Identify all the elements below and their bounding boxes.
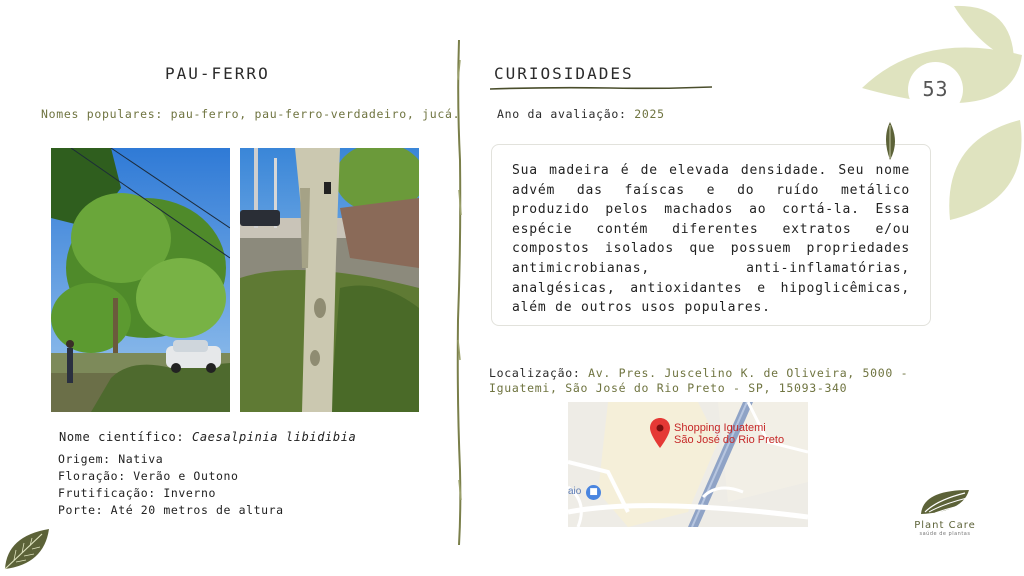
map-pin-icon[interactable]: [650, 418, 670, 448]
origin: Origem: Nativa: [58, 452, 164, 466]
flowering: Floração: Verão e Outono: [58, 469, 239, 483]
page-number-badge: [908, 62, 963, 117]
scientific-name-label: Nome científico:: [59, 430, 193, 444]
map-pin-label: [674, 422, 784, 446]
evaluation-year-value: 2025: [634, 107, 665, 121]
location-address: Av. Pres. Juscelino K. de Oliveira, 5000 - Iguatemi, São José do Rio Preto - SP, 15093-340: [489, 366, 909, 395]
curiosities-title: CURIOSIDADES: [494, 64, 634, 83]
scientific-name-line: [59, 429, 356, 446]
location: [489, 366, 979, 396]
popular-names: Nomes populares: pau-ferro, pau-ferro-verdadeiro, jucá.: [41, 107, 461, 121]
logo-tagline: saúde de plantas: [919, 531, 971, 537]
map-pin-line2: São José do Rio Preto: [674, 434, 785, 446]
tree-photo-street: [51, 148, 230, 412]
logo-leaf-icon: [917, 486, 973, 516]
location-map[interactable]: [568, 402, 808, 527]
scientific-name: Caesalpinia libidibia: [192, 430, 357, 444]
map-pin-line1: Shopping Iguatemi: [674, 422, 766, 434]
fruiting: Frutificação: Inverno: [58, 486, 216, 500]
curiosity-text: Sua madeira é de elevada densidade. Seu nome advém das faíscas e do ruído metálico produzido pelos machados ao cortá-la. Essa espécie contém diferentes extratos e/ou compostos isolados que possuem propriedades antimicrobianas, anti-inflamatórias, analgésicas, antioxidantes e hipoglicêmicas, além de outros usos populares.: [512, 163, 910, 316]
evaluation-year: [497, 107, 665, 121]
title-underline: [490, 85, 712, 91]
logo-name: Plant Care: [914, 520, 976, 531]
location-label: Localização:: [489, 366, 589, 380]
map-side-label: aio: [568, 486, 582, 497]
species-title: PAU-FERRO: [165, 64, 270, 83]
plant-care-logo: [900, 486, 990, 546]
column-divider: [455, 40, 463, 545]
page-number: 53: [922, 77, 949, 101]
evaluation-year-label: Ano da avaliação:: [497, 107, 635, 121]
leaf-decoration-bottom-left: [2, 526, 52, 572]
shopping-bag-icon[interactable]: ■: [586, 485, 601, 500]
tree-photo-trunk: [240, 148, 419, 412]
size: Porte: Até 20 metros de altura: [58, 503, 284, 517]
